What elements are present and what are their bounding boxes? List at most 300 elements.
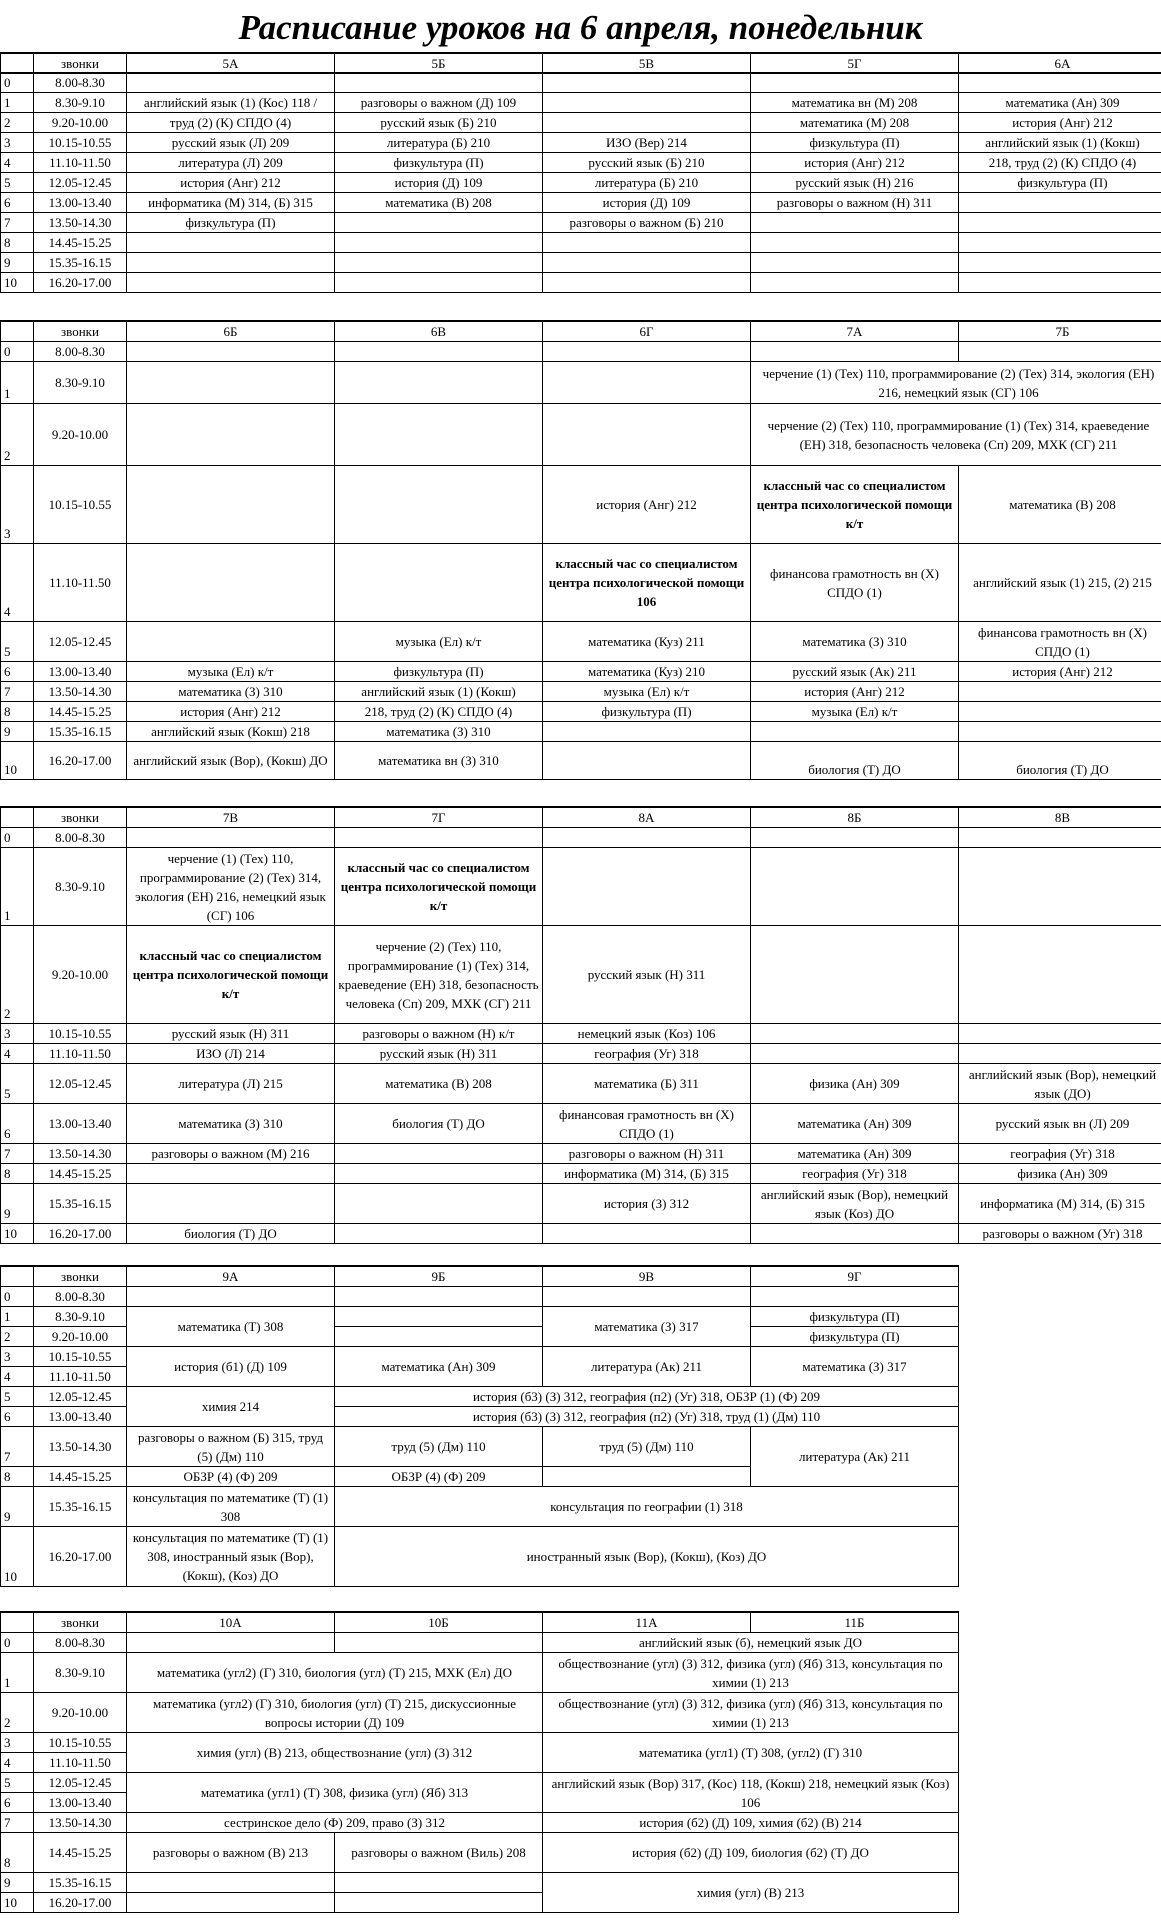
lesson-cell: математика вн (З) 310 <box>335 742 543 780</box>
period-number: 5 <box>1 622 34 662</box>
lesson-cell: английский язык (б), немецкий язык ДО <box>543 1633 959 1653</box>
lesson-cell: разговоры о важном (Н) 311 <box>543 1144 751 1164</box>
lesson-cell: классный час со специалистом центра психологической помощи к/т <box>127 926 335 1024</box>
lesson-cell: история (Анг) 212 <box>959 113 1161 133</box>
lesson-cell: обществознание (угл) (З) 312, физика (угл) (Яб) 313, консультация по химии (1) 213 <box>543 1653 959 1693</box>
lesson-cell: история (Анг) 212 <box>127 173 335 193</box>
period-number: 10 <box>1 1527 34 1587</box>
period-time: 14.45-15.25 <box>34 1833 127 1873</box>
lesson-cell <box>543 93 751 113</box>
period-number: 7 <box>1 682 34 702</box>
period-number: 1 <box>1 362 34 404</box>
lesson-cell: классный час со специалистом центра психологической помощи к/т <box>751 466 959 544</box>
lesson-cell <box>959 682 1161 702</box>
lesson-cell <box>959 273 1161 293</box>
lesson-cell: география (Уг) 318 <box>543 1044 751 1064</box>
period-number: 1 <box>1 93 34 113</box>
lesson-cell <box>959 73 1161 93</box>
period-time: 8.00-8.30 <box>34 828 127 848</box>
lesson-cell: музыка (Ел) к/т <box>751 702 959 722</box>
lesson-cell: физкультура (П) <box>959 173 1161 193</box>
lesson-cell: русский язык (Б) 210 <box>335 113 543 133</box>
period-time: 10.15-10.55 <box>34 466 127 544</box>
period-time: 13.50-14.30 <box>34 1813 127 1833</box>
period-time: 13.00-13.40 <box>34 1104 127 1144</box>
lesson-cell: разговоры о важном (Н) 311 <box>751 193 959 213</box>
lesson-cell: ИЗО (Вер) 214 <box>543 133 751 153</box>
lesson-cell: музыка (Ел) к/т <box>335 622 543 662</box>
class-header: 5Б <box>335 53 543 74</box>
lesson-cell: информатика (М) 314, (Б) 315 <box>127 193 335 213</box>
period-time: 8.00-8.30 <box>34 1633 127 1653</box>
lesson-cell: черчение (1) (Тех) 110, программирование (2) (Тех) 314, экология (ЕН) 216, немецкий язык (СГ) 106 <box>751 362 1161 404</box>
schedule-block-6b-7b <box>0 320 1161 780</box>
period-number: 8 <box>1 702 34 722</box>
period-time: 9.20-10.00 <box>34 1327 127 1347</box>
lesson-cell: 218, труд (2) (К) СПДО (4) <box>335 702 543 722</box>
lesson-cell <box>543 73 751 93</box>
period-time: 8.30-9.10 <box>34 848 127 926</box>
period-time: 12.05-12.45 <box>34 1387 127 1407</box>
lesson-cell: информатика (М) 314, (Б) 315 <box>959 1184 1161 1224</box>
lesson-cell: история (Д) 109 <box>543 193 751 213</box>
lesson-cell: история (Анг) 212 <box>959 662 1161 682</box>
period-time: 9.20-10.00 <box>34 404 127 466</box>
class-header: 10А <box>127 1612 335 1633</box>
lesson-cell: ОБЗР (4) (Ф) 209 <box>335 1467 543 1487</box>
class-header: 7А <box>751 321 959 342</box>
class-header: 6Б <box>127 321 335 342</box>
class-header: 7Б <box>959 321 1161 342</box>
lesson-cell: русский язык (Н) 311 <box>335 1044 543 1064</box>
period-number: 2 <box>1 113 34 133</box>
period-time: 10.15-10.55 <box>34 1024 127 1044</box>
period-number: 9 <box>1 253 34 273</box>
lesson-cell: литература (Б) 210 <box>335 133 543 153</box>
lesson-cell: английский язык (1) 215, (2) 215 <box>959 544 1161 622</box>
lesson-cell: физкультура (П) <box>751 1327 959 1347</box>
class-header: 8А <box>543 807 751 828</box>
lesson-cell <box>127 273 335 293</box>
period-number: 4 <box>1 1753 34 1773</box>
lesson-cell <box>543 233 751 253</box>
period-time: 8.30-9.10 <box>34 362 127 404</box>
period-time: 12.05-12.45 <box>34 173 127 193</box>
period-time: 15.35-16.15 <box>34 1487 127 1527</box>
header-corner <box>1 53 34 74</box>
lesson-cell: русский язык (Б) 210 <box>543 153 751 173</box>
lesson-cell <box>335 233 543 253</box>
lesson-cell: физкультура (П) <box>127 213 335 233</box>
lesson-cell: русский язык (Н) 311 <box>127 1024 335 1044</box>
period-number: 3 <box>1 1024 34 1044</box>
lesson-cell: классный час со специалистом центра психологической помощи 106 <box>543 544 751 622</box>
period-number: 7 <box>1 1144 34 1164</box>
period-number: 5 <box>1 173 34 193</box>
lesson-cell: литература (Л) 209 <box>127 153 335 173</box>
period-number: 6 <box>1 1407 34 1427</box>
period-number: 9 <box>1 1184 34 1224</box>
period-time: 10.15-10.55 <box>34 1733 127 1753</box>
period-time: 13.50-14.30 <box>34 213 127 233</box>
period-number: 6 <box>1 1104 34 1144</box>
period-time: 16.20-17.00 <box>34 742 127 780</box>
lesson-cell: разговоры о важном (В) 213 <box>127 1833 335 1873</box>
lesson-cell: труд (5) (Дм) 110 <box>543 1427 751 1467</box>
period-time: 8.00-8.30 <box>34 1287 127 1307</box>
lesson-cell: физика (Ан) 309 <box>751 1064 959 1104</box>
period-row <box>1 173 1161 193</box>
lesson-cell: математика (угл2) (Г) 310, биология (угл) (Т) 215, МХК (Ел) ДО <box>127 1653 543 1693</box>
lesson-cell: биология (Т) ДО <box>335 1104 543 1144</box>
period-number: 8 <box>1 233 34 253</box>
class-header: 10Б <box>335 1612 543 1633</box>
lesson-cell: математика (угл1) (Т) 308, физика (угл) (Яб) 313 <box>127 1773 543 1813</box>
period-number: 1 <box>1 1307 34 1327</box>
period-time: 13.00-13.40 <box>34 662 127 682</box>
class-header: 7В <box>127 807 335 828</box>
period-time: 12.05-12.45 <box>34 1064 127 1104</box>
period-time: 10.15-10.55 <box>34 1347 127 1367</box>
period-row <box>1 213 1161 233</box>
lesson-cell: история (З) 312 <box>543 1184 751 1224</box>
class-header: 5В <box>543 53 751 74</box>
period-number: 5 <box>1 1387 34 1407</box>
lesson-cell: ИЗО (Л) 214 <box>127 1044 335 1064</box>
header-row <box>1 53 1161 74</box>
lesson-cell <box>335 253 543 273</box>
lesson-cell: финансова грамотность вн (Х) СПДО (1) <box>959 622 1161 662</box>
period-number: 3 <box>1 1733 34 1753</box>
lesson-cell: математика (Б) 311 <box>543 1064 751 1104</box>
lesson-cell: разговоры о важном (М) 216 <box>127 1144 335 1164</box>
schedule-block-7v-8v <box>0 806 1161 1244</box>
lesson-cell: черчение (1) (Тех) 110, программирование (2) (Тех) 314, экология (ЕН) 216, немецкий язык (СГ) 106 <box>127 848 335 926</box>
lesson-cell: физика (Ан) 309 <box>959 1164 1161 1184</box>
lesson-cell: математика (Ан) 309 <box>751 1144 959 1164</box>
period-time: 10.15-10.55 <box>34 133 127 153</box>
period-row <box>1 113 1161 133</box>
lesson-cell: музыка (Ел) к/т <box>543 682 751 702</box>
period-number: 0 <box>1 1287 34 1307</box>
period-number: 4 <box>1 153 34 173</box>
period-number: 9 <box>1 1487 34 1527</box>
lesson-cell: информатика (М) 314, (Б) 315 <box>543 1164 751 1184</box>
page-title: Расписание уроков на 6 апреля, понедельник <box>238 8 923 47</box>
lesson-cell: консультация по математике (Т) (1) 308, иностранный язык (Вор), (Кокш), (Коз) ДО <box>127 1527 335 1587</box>
lesson-cell: физкультура (П) <box>335 153 543 173</box>
lesson-cell: обществознание (угл) (З) 312, физика (угл) (Яб) 313, консультация по химии (1) 213 <box>543 1693 959 1733</box>
lesson-cell: математика (З) 317 <box>751 1347 959 1387</box>
lesson-cell: биология (Т) ДО <box>751 742 959 780</box>
lesson-cell <box>959 193 1161 213</box>
lesson-cell <box>543 273 751 293</box>
lesson-cell: английский язык (1) (Кокш) <box>335 682 543 702</box>
class-header: 9Г <box>751 1266 959 1287</box>
lesson-cell: литература (Ак) 211 <box>543 1347 751 1387</box>
class-header: 9А <box>127 1266 335 1287</box>
period-number: 2 <box>1 404 34 466</box>
lesson-cell: математика вн (М) 208 <box>751 93 959 113</box>
period-time: 11.10-11.50 <box>34 153 127 173</box>
period-time: 13.00-13.40 <box>34 193 127 213</box>
lesson-cell: разговоры о важном (Уг) 318 <box>959 1224 1161 1244</box>
lesson-cell: математика (Куз) 211 <box>543 622 751 662</box>
schedule-block-5a-6a <box>0 52 1161 74</box>
lesson-cell: русский язык (Л) 209 <box>127 133 335 153</box>
class-header: 11А <box>543 1612 751 1633</box>
lesson-cell: иностранный язык (Вор), (Кокш), (Коз) ДО <box>335 1527 959 1587</box>
period-number: 2 <box>1 1693 34 1733</box>
lesson-cell: история (Д) 109 <box>335 173 543 193</box>
period-time: 15.35-16.15 <box>34 253 127 273</box>
period-time: 13.00-13.40 <box>34 1793 127 1813</box>
period-time: 14.45-15.25 <box>34 233 127 253</box>
lesson-cell <box>751 253 959 273</box>
period-number: 7 <box>1 1427 34 1467</box>
lesson-cell: математика (З) 310 <box>127 1104 335 1144</box>
period-row <box>1 253 1161 273</box>
header-bells: звонки <box>34 807 127 828</box>
period-time: 11.10-11.50 <box>34 1367 127 1387</box>
class-header: 8Б <box>751 807 959 828</box>
lesson-cell: математика (З) 310 <box>335 722 543 742</box>
lesson-cell: математика (Ан) 309 <box>751 1104 959 1144</box>
period-row <box>1 153 1161 173</box>
lesson-cell: сестринское дело (Ф) 209, право (З) 312 <box>127 1813 543 1833</box>
period-number: 5 <box>1 1773 34 1793</box>
class-header: 5Г <box>751 53 959 74</box>
class-header: 6А <box>959 53 1161 74</box>
lesson-cell: история (б3) (З) 312, география (п2) (Уг) 318, труд (1) (Дм) 110 <box>335 1407 959 1427</box>
lesson-cell: русский язык (Ак) 211 <box>751 662 959 682</box>
lesson-cell <box>959 233 1161 253</box>
period-time: 15.35-16.15 <box>34 722 127 742</box>
lesson-cell: история (Анг) 212 <box>543 466 751 544</box>
period-time: 9.20-10.00 <box>34 113 127 133</box>
lesson-cell: химия 214 <box>127 1387 335 1427</box>
lesson-cell: математика (З) 310 <box>751 622 959 662</box>
period-number: 10 <box>1 273 34 293</box>
schedule-block-5a-6a-body <box>0 72 1161 293</box>
period-row <box>1 93 1161 113</box>
lesson-cell: история (б3) (З) 312, география (п2) (Уг) 318, ОБЗР (1) (Ф) 209 <box>335 1387 959 1407</box>
header-bells: звонки <box>34 53 127 74</box>
lesson-cell: литература (Ак) 211 <box>751 1427 959 1487</box>
header-corner <box>1 1266 34 1287</box>
class-header: 9Б <box>335 1266 543 1287</box>
lesson-cell <box>751 273 959 293</box>
lesson-cell: история (Анг) 212 <box>751 682 959 702</box>
period-time: 11.10-11.50 <box>34 1753 127 1773</box>
period-time: 8.00-8.30 <box>34 342 127 362</box>
period-time: 13.50-14.30 <box>34 1427 127 1467</box>
period-number: 0 <box>1 73 34 93</box>
class-header: 7Г <box>335 807 543 828</box>
lesson-cell: математика (М) 208 <box>751 113 959 133</box>
period-time: 16.20-17.00 <box>34 273 127 293</box>
lesson-cell: русский язык (Н) 216 <box>751 173 959 193</box>
class-header: 8В <box>959 807 1161 828</box>
lesson-cell: история (Анг) 212 <box>127 702 335 722</box>
lesson-cell: математика (Ан) 309 <box>959 93 1161 113</box>
lesson-cell <box>335 73 543 93</box>
class-header: 5А <box>127 53 335 74</box>
period-number: 3 <box>1 466 34 544</box>
header-corner <box>1 321 34 342</box>
lesson-cell: черчение (2) (Тех) 110, программирование (1) (Тех) 314, краеведение (ЕН) 318, безопасность человека (Сп) 209, МХК (СГ) 211 <box>335 926 543 1024</box>
class-header: 9В <box>543 1266 751 1287</box>
lesson-cell: литература (Б) 210 <box>543 173 751 193</box>
period-number: 4 <box>1 1044 34 1064</box>
period-time: 13.50-14.30 <box>34 682 127 702</box>
period-time: 8.30-9.10 <box>34 1307 127 1327</box>
header-bells: звонки <box>34 1266 127 1287</box>
class-header: 6Г <box>543 321 751 342</box>
lesson-cell: математика (З) 317 <box>543 1307 751 1347</box>
period-time: 8.30-9.10 <box>34 93 127 113</box>
lesson-cell <box>751 213 959 233</box>
period-time: 9.20-10.00 <box>34 1693 127 1733</box>
period-number: 10 <box>1 1224 34 1244</box>
lesson-cell <box>127 73 335 93</box>
period-row <box>1 273 1161 293</box>
lesson-cell: черчение (2) (Тех) 110, программирование (1) (Тех) 314, краеведение (ЕН) 318, безопасность человека (Сп) 209, МХК (СГ) 211 <box>751 404 1161 466</box>
lesson-cell <box>543 253 751 273</box>
lesson-cell: литература (Л) 215 <box>127 1064 335 1104</box>
period-time: 11.10-11.50 <box>34 544 127 622</box>
period-number: 1 <box>1 1653 34 1693</box>
lesson-cell: труд (2) (К) СПДО (4) <box>127 113 335 133</box>
lesson-cell: консультация по математике (Т) (1) 308 <box>127 1487 335 1527</box>
lesson-cell: биология (Т) ДО <box>959 742 1161 780</box>
lesson-cell: ОБЗР (4) (Ф) 209 <box>127 1467 335 1487</box>
period-number: 10 <box>1 1893 34 1913</box>
lesson-cell: физкультура (П) <box>543 702 751 722</box>
period-time: 12.05-12.45 <box>34 622 127 662</box>
header-corner <box>1 1612 34 1633</box>
period-number: 7 <box>1 1813 34 1833</box>
lesson-cell: финансова грамотность вн (Х) СПДО (1) <box>751 544 959 622</box>
lesson-cell: 218, труд (2) (К) СПДО (4) <box>959 153 1161 173</box>
lesson-cell: русский язык (Н) 311 <box>543 926 751 1024</box>
lesson-cell: химия (угл) (В) 213, обществознание (угл) (З) 312 <box>127 1733 543 1773</box>
period-number: 8 <box>1 1833 34 1873</box>
lesson-cell: история (б2) (Д) 109, химия (б2) (В) 214 <box>543 1813 959 1833</box>
lesson-cell <box>959 702 1161 722</box>
period-time: 9.20-10.00 <box>34 926 127 1024</box>
lesson-cell <box>127 233 335 253</box>
lesson-cell: разговоры о важном (Виль) 208 <box>335 1833 543 1873</box>
period-number: 4 <box>1 544 34 622</box>
lesson-cell: химия (угл) (В) 213 <box>543 1873 959 1913</box>
lesson-cell: финансовая грамотность вн (Х) СПДО (1) <box>543 1104 751 1144</box>
period-number: 0 <box>1 828 34 848</box>
lesson-cell: биология (Т) ДО <box>127 1224 335 1244</box>
lesson-cell: история (б1) (Д) 109 <box>127 1347 335 1387</box>
lesson-cell: математика (В) 208 <box>335 193 543 213</box>
lesson-cell: история (б2) (Д) 109, биология (б2) (Т) ДО <box>543 1833 959 1873</box>
lesson-cell: английский язык (Вор), немецкий язык (ДО) <box>959 1064 1161 1104</box>
lesson-cell: физкультура (П) <box>751 133 959 153</box>
lesson-cell: музыка (Ел) к/т <box>127 662 335 682</box>
period-row <box>1 233 1161 253</box>
period-number: 9 <box>1 1873 34 1893</box>
period-number: 0 <box>1 1633 34 1653</box>
header-bells: звонки <box>34 1612 127 1633</box>
lesson-cell <box>751 73 959 93</box>
lesson-cell: английский язык (Вор), (Кокш) ДО <box>127 742 335 780</box>
period-number: 6 <box>1 662 34 682</box>
lesson-cell: труд (5) (Дм) 110 <box>335 1427 543 1467</box>
period-time: 12.05-12.45 <box>34 1773 127 1793</box>
lesson-cell: география (Уг) 318 <box>751 1164 959 1184</box>
period-row <box>1 133 1161 153</box>
lesson-cell <box>335 273 543 293</box>
period-time: 14.45-15.25 <box>34 702 127 722</box>
lesson-cell: математика (Ан) 309 <box>335 1347 543 1387</box>
period-time: 16.20-17.00 <box>34 1224 127 1244</box>
schedule-block-9a-9g <box>0 1265 959 1587</box>
period-number: 6 <box>1 193 34 213</box>
lesson-cell: математика (В) 208 <box>959 466 1161 544</box>
period-number: 3 <box>1 1347 34 1367</box>
lesson-cell: консультация по географии (1) 318 <box>335 1487 959 1527</box>
period-number: 2 <box>1 926 34 1024</box>
period-row <box>1 193 1161 213</box>
period-number: 8 <box>1 1467 34 1487</box>
period-time: 8.30-9.10 <box>34 1653 127 1693</box>
period-number: 6 <box>1 1793 34 1813</box>
period-number: 3 <box>1 133 34 153</box>
period-time: 11.10-11.50 <box>34 1044 127 1064</box>
lesson-cell: физкультура (П) <box>751 1307 959 1327</box>
lesson-cell: география (Уг) 318 <box>959 1144 1161 1164</box>
period-number: 2 <box>1 1327 34 1347</box>
period-number: 10 <box>1 742 34 780</box>
lesson-cell: физкультура (П) <box>335 662 543 682</box>
period-time: 13.50-14.30 <box>34 1144 127 1164</box>
period-time: 16.20-17.00 <box>34 1893 127 1913</box>
lesson-cell: разговоры о важном (Б) 210 <box>543 213 751 233</box>
lesson-cell: английский язык (Вор) 317, (Кос) 118, (Кокш) 218, немецкий язык (Коз) 106 <box>543 1773 959 1813</box>
lesson-cell: английский язык (1) (Кокш) <box>959 133 1161 153</box>
lesson-cell: русский язык вн (Л) 209 <box>959 1104 1161 1144</box>
period-number: 0 <box>1 342 34 362</box>
lesson-cell: математика (Т) 308 <box>127 1307 335 1347</box>
lesson-cell <box>959 253 1161 273</box>
schedule-block-10a-11b <box>0 1611 959 1913</box>
period-row <box>1 73 1161 93</box>
lesson-cell: классный час со специалистом центра психологической помощи к/т <box>335 848 543 926</box>
lesson-cell: математика (З) 310 <box>127 682 335 702</box>
period-time: 14.45-15.25 <box>34 1164 127 1184</box>
lesson-cell: математика (Куз) 210 <box>543 662 751 682</box>
lesson-cell: математика (В) 208 <box>335 1064 543 1104</box>
lesson-cell <box>127 253 335 273</box>
class-header: 6В <box>335 321 543 342</box>
period-time: 16.20-17.00 <box>34 1527 127 1587</box>
period-time: 13.00-13.40 <box>34 1407 127 1427</box>
lesson-cell <box>959 213 1161 233</box>
period-number: 4 <box>1 1367 34 1387</box>
lesson-cell: математика (угл1) (Т) 308, (угл2) (Г) 310 <box>543 1733 959 1773</box>
lesson-cell <box>335 213 543 233</box>
lesson-cell: разговоры о важном (Б) 315, труд (5) (Дм) 110 <box>127 1427 335 1467</box>
lesson-cell: английский язык (1) (Кос) 118 / <box>127 93 335 113</box>
header-corner <box>1 807 34 828</box>
period-time: 15.35-16.15 <box>34 1184 127 1224</box>
